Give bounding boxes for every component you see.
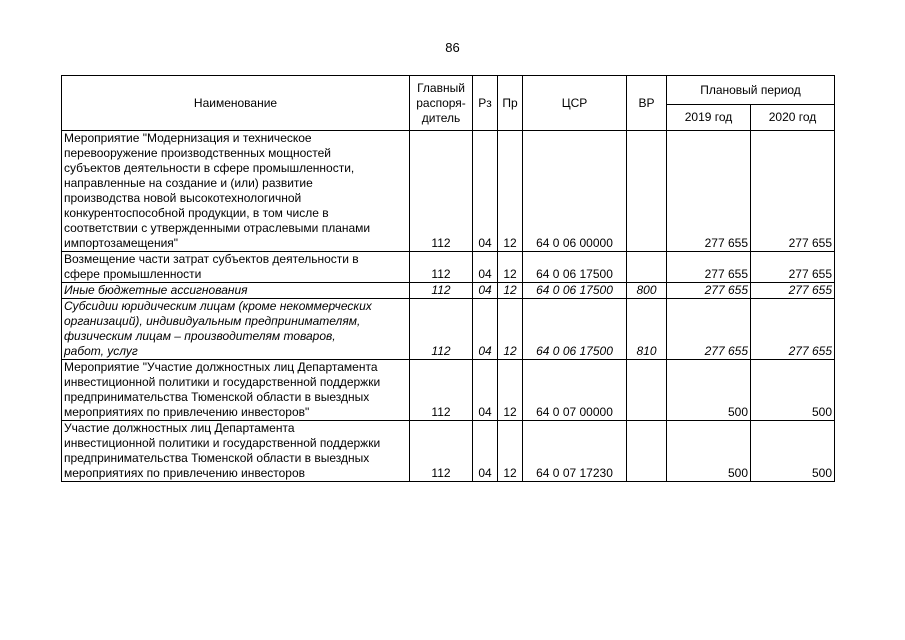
row-amount-2020: 277 655 [751, 299, 835, 360]
row-csr: 64 0 06 17500 [523, 283, 627, 299]
row-amount-2020: 277 655 [751, 283, 835, 299]
row-glavny: 112 [410, 283, 473, 299]
row-pr: 12 [498, 252, 523, 283]
row-name-line: сфере промышленности [64, 267, 202, 281]
header-year-2020: 2020 год [751, 105, 835, 131]
row-vr: 810 [627, 299, 667, 360]
row-csr: 64 0 07 17230 [523, 421, 627, 482]
row-amount-2019: 277 655 [667, 252, 751, 283]
row-rz: 04 [473, 421, 498, 482]
row-name [62, 131, 410, 252]
row-name-line: перевооружение производственных мощностей [64, 146, 331, 160]
table-row [62, 299, 835, 360]
header-pr: Пр [498, 76, 523, 131]
row-glavny: 112 [410, 299, 473, 360]
row-name-line: направленные на создание и (или) развитие [64, 176, 313, 190]
row-vr [627, 421, 667, 482]
row-rz: 04 [473, 131, 498, 252]
row-csr: 64 0 07 00000 [523, 360, 627, 421]
row-name-line: работ, услуг [64, 344, 138, 358]
row-rz: 04 [473, 283, 498, 299]
row-name-line: импортозамещения" [64, 236, 179, 250]
row-name-line: мероприятиях по привлечению инвесторов" [64, 405, 310, 419]
header-csr: ЦСР [523, 76, 627, 131]
row-name-line: Субсидии юридическим лицам (кроме некоммерческих [64, 299, 372, 313]
row-pr: 12 [498, 299, 523, 360]
row-rz: 04 [473, 299, 498, 360]
table-row [62, 252, 835, 283]
row-name [62, 283, 410, 299]
row-name-line: Возмещение части затрат субъектов деятельности в [64, 252, 359, 266]
row-vr [627, 360, 667, 421]
row-glavny: 112 [410, 360, 473, 421]
row-name [62, 252, 410, 283]
header-year-2019: 2019 год [667, 105, 751, 131]
row-glavny: 112 [410, 131, 473, 252]
row-glavny: 112 [410, 252, 473, 283]
row-amount-2020: 277 655 [751, 131, 835, 252]
row-amount-2020: 500 [751, 421, 835, 482]
header-name: Наименование [62, 76, 410, 131]
row-pr: 12 [498, 421, 523, 482]
row-pr: 12 [498, 131, 523, 252]
row-name-line: Мероприятие "Участие должностных лиц Департамента [64, 360, 378, 374]
row-pr: 12 [498, 360, 523, 421]
row-name-line: производства новой высокотехнологичной [64, 191, 302, 205]
row-csr: 64 0 06 00000 [523, 131, 627, 252]
row-amount-2019: 277 655 [667, 283, 751, 299]
row-name-line: предпринимательства Тюменской области в выездных [64, 451, 370, 465]
row-vr [627, 252, 667, 283]
row-name [62, 360, 410, 421]
row-amount-2019: 277 655 [667, 131, 751, 252]
row-name-line: Мероприятие "Модернизация и техническое [64, 131, 312, 145]
row-name-line: Участие должностных лиц Департамента [64, 421, 295, 435]
header-planned-period: Плановый период [667, 76, 835, 105]
header-glavny: Главный распоря- дитель [410, 76, 473, 131]
row-amount-2019: 277 655 [667, 299, 751, 360]
budget-table [61, 75, 835, 482]
row-name-line: Иные бюджетные ассигнования [64, 283, 248, 297]
header-vr: ВР [627, 76, 667, 131]
row-csr: 64 0 06 17500 [523, 252, 627, 283]
row-amount-2019: 500 [667, 360, 751, 421]
row-name [62, 299, 410, 360]
row-csr: 64 0 06 17500 [523, 299, 627, 360]
table-body [62, 131, 835, 482]
row-rz: 04 [473, 360, 498, 421]
row-name-line: конкурентоспособной продукции, в том числе в [64, 206, 329, 220]
row-name-line: инвестиционной политики и государственной поддержки [64, 375, 381, 389]
row-name-line: мероприятиях по привлечению инвесторов [64, 466, 306, 480]
row-name-line: инвестиционной политики и государственной поддержки [64, 436, 381, 450]
row-name-line: субъектов деятельности в сфере промышленности, [64, 161, 355, 175]
row-vr [627, 131, 667, 252]
row-name-line: организаций), индивидуальным предпринимателям, [64, 314, 361, 328]
row-glavny: 112 [410, 421, 473, 482]
row-amount-2020: 500 [751, 360, 835, 421]
table-row [62, 421, 835, 482]
table-row [62, 360, 835, 421]
row-rz: 04 [473, 252, 498, 283]
row-name-line: предпринимательства Тюменской области в выездных [64, 390, 370, 404]
table-header [62, 76, 835, 131]
table-row [62, 283, 835, 299]
page-number: 86 [445, 40, 460, 55]
row-name-line: физическим лицам – производителям товаров, [64, 329, 336, 343]
row-vr: 800 [627, 283, 667, 299]
row-pr: 12 [498, 283, 523, 299]
row-name-line: соответствии с утвержденными отраслевыми планами [64, 221, 371, 235]
header-rz: Рз [473, 76, 498, 131]
row-name [62, 421, 410, 482]
table-row [62, 131, 835, 252]
row-amount-2019: 500 [667, 421, 751, 482]
row-amount-2020: 277 655 [751, 252, 835, 283]
